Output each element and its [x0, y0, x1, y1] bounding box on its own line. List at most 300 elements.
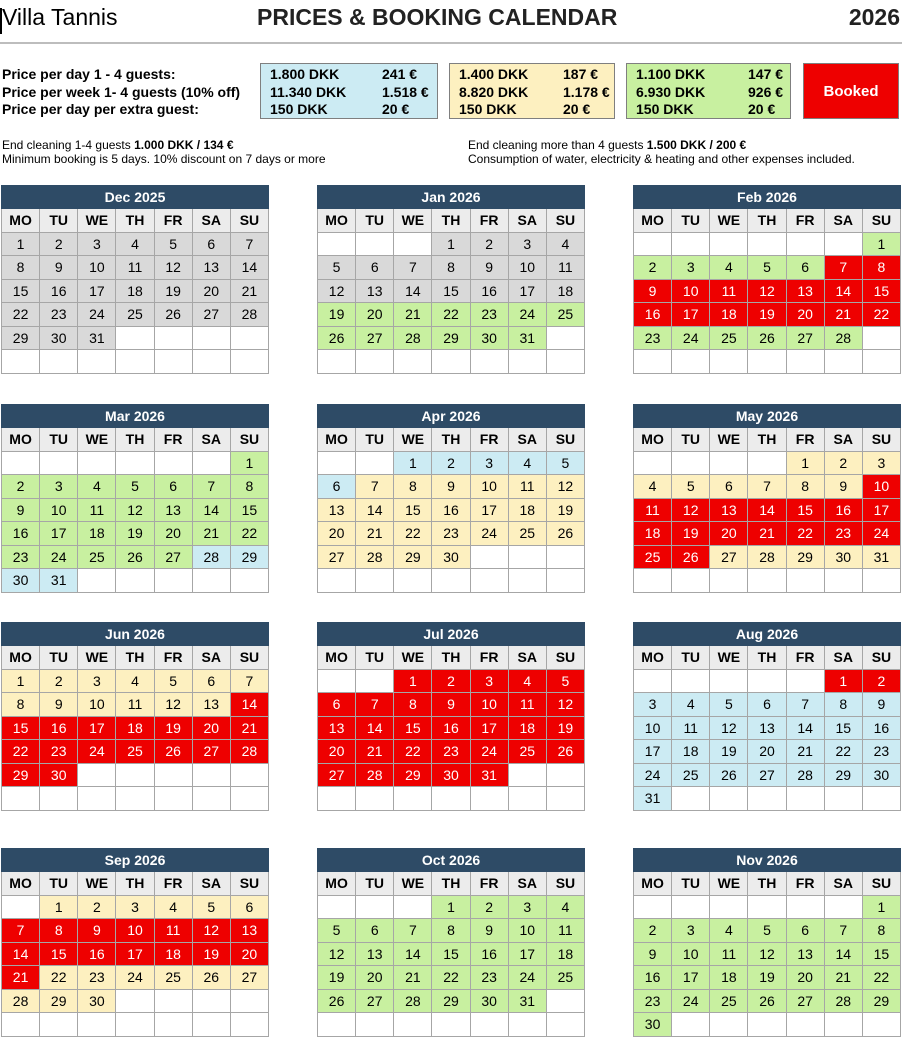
day-cell: 25: [672, 764, 710, 788]
empty-cell: [748, 452, 786, 476]
day-cell: 13: [748, 717, 786, 741]
empty-cell: [672, 569, 710, 593]
weekday-header: WE: [710, 646, 748, 670]
day-cell: 27: [318, 546, 356, 570]
empty-cell: [155, 990, 193, 1014]
day-cell: 3: [634, 693, 672, 717]
day-cell: 29: [787, 546, 825, 570]
day-cell: 14: [825, 943, 863, 967]
day-cell: 8: [863, 919, 901, 943]
day-cell: 14: [748, 499, 786, 523]
day-cell: 13: [356, 280, 394, 304]
day-cell: 26: [710, 764, 748, 788]
day-cell: 31: [471, 764, 509, 788]
day-cell: 22: [787, 522, 825, 546]
month-calendar: [1, 848, 269, 1037]
weekday-header: SU: [231, 646, 269, 670]
price-labels: [2, 66, 240, 119]
day-cell: 28: [825, 327, 863, 351]
day-cell: 29: [394, 764, 432, 788]
weekday-header: SA: [825, 646, 863, 670]
price-label-extra: Price per day per extra guest:: [2, 101, 199, 117]
day-cell: 19: [116, 522, 154, 546]
weekday-header: TU: [356, 872, 394, 896]
empty-cell: [471, 569, 509, 593]
day-cell: 18: [634, 522, 672, 546]
empty-cell: [231, 569, 269, 593]
empty-cell: [787, 569, 825, 593]
day-cell: 1: [394, 452, 432, 476]
empty-cell: [155, 327, 193, 351]
day-cell: 1: [432, 896, 470, 920]
month-calendar: [317, 404, 585, 593]
day-cell: 2: [634, 256, 672, 280]
day-cell: 11: [710, 280, 748, 304]
empty-cell: [155, 1013, 193, 1037]
day-cell: 21: [394, 303, 432, 327]
empty-cell: [356, 670, 394, 694]
empty-cell: [193, 1013, 231, 1037]
day-cell: 14: [193, 499, 231, 523]
day-cell: 10: [863, 475, 901, 499]
day-cell: 20: [193, 717, 231, 741]
day-cell: 17: [116, 943, 154, 967]
empty-cell: [193, 787, 231, 811]
day-cell: 31: [634, 787, 672, 811]
day-cell: 10: [471, 693, 509, 717]
day-cell: 6: [748, 693, 786, 717]
weekday-header: WE: [394, 428, 432, 452]
day-cell: 20: [318, 522, 356, 546]
day-cell: 6: [231, 896, 269, 920]
day-cell: 1: [863, 233, 901, 257]
day-cell: 26: [155, 740, 193, 764]
empty-cell: [318, 787, 356, 811]
month-grid: [633, 872, 901, 1037]
month-title: May 2026: [633, 404, 901, 428]
day-cell: 12: [116, 499, 154, 523]
day-cell: 22: [863, 303, 901, 327]
weekday-header: WE: [78, 209, 116, 233]
day-cell: 21: [2, 966, 40, 990]
day-cell: 23: [2, 546, 40, 570]
day-cell: 23: [40, 740, 78, 764]
weekday-header: WE: [394, 646, 432, 670]
empty-cell: [432, 569, 470, 593]
weekday-header: SA: [509, 646, 547, 670]
day-cell: 13: [318, 717, 356, 741]
day-cell: 4: [710, 256, 748, 280]
day-cell: 17: [78, 280, 116, 304]
day-cell: 28: [231, 740, 269, 764]
day-cell: 8: [231, 475, 269, 499]
day-cell: 29: [2, 764, 40, 788]
day-cell: 31: [863, 546, 901, 570]
weekday-header: MO: [634, 646, 672, 670]
weekday-header: FR: [471, 872, 509, 896]
day-cell: 4: [547, 896, 585, 920]
day-cell: 8: [432, 919, 470, 943]
weekday-header: MO: [2, 428, 40, 452]
day-cell: 14: [394, 280, 432, 304]
price-eur: 187 €: [563, 66, 599, 82]
day-cell: 8: [2, 693, 40, 717]
day-cell: 4: [155, 896, 193, 920]
weekday-header: TU: [672, 646, 710, 670]
month-title: Jun 2026: [1, 622, 269, 646]
price-tier-box: [260, 63, 438, 119]
day-cell: 12: [318, 943, 356, 967]
empty-cell: [78, 787, 116, 811]
empty-cell: [825, 233, 863, 257]
day-cell: 11: [634, 499, 672, 523]
day-cell: 1: [394, 670, 432, 694]
empty-cell: [748, 569, 786, 593]
day-cell: 4: [710, 919, 748, 943]
empty-cell: [787, 787, 825, 811]
day-cell: 25: [547, 966, 585, 990]
day-cell: 16: [863, 717, 901, 741]
day-cell: 23: [40, 303, 78, 327]
day-cell: 17: [672, 966, 710, 990]
day-cell: 6: [193, 233, 231, 257]
empty-cell: [40, 1013, 78, 1037]
weekday-header: SA: [509, 209, 547, 233]
day-cell: 29: [394, 546, 432, 570]
day-cell: 11: [710, 943, 748, 967]
day-cell: 12: [748, 280, 786, 304]
weekday-header: TU: [40, 872, 78, 896]
day-cell: 2: [471, 233, 509, 257]
empty-cell: [547, 990, 585, 1014]
empty-cell: [547, 327, 585, 351]
day-cell: 3: [509, 233, 547, 257]
empty-cell: [672, 233, 710, 257]
day-cell: 23: [634, 327, 672, 351]
weekday-header: SA: [193, 646, 231, 670]
empty-cell: [318, 569, 356, 593]
day-cell: 16: [78, 943, 116, 967]
day-cell: 7: [193, 475, 231, 499]
day-cell: 29: [432, 990, 470, 1014]
day-cell: 5: [547, 670, 585, 694]
day-cell: 8: [394, 693, 432, 717]
empty-cell: [787, 670, 825, 694]
empty-cell: [547, 569, 585, 593]
empty-cell: [155, 764, 193, 788]
day-cell: 28: [193, 546, 231, 570]
empty-cell: [748, 1013, 786, 1037]
empty-cell: [509, 764, 547, 788]
empty-cell: [825, 1013, 863, 1037]
empty-cell: [748, 233, 786, 257]
weekday-header: WE: [78, 428, 116, 452]
day-cell: 9: [432, 693, 470, 717]
weekday-header: FR: [787, 872, 825, 896]
empty-cell: [432, 350, 470, 374]
day-cell: 3: [471, 452, 509, 476]
day-cell: 23: [634, 990, 672, 1014]
weekday-header: TU: [40, 428, 78, 452]
weekday-header: SA: [509, 872, 547, 896]
weekday-header: FR: [471, 209, 509, 233]
day-cell: 16: [40, 280, 78, 304]
month-title: Nov 2026: [633, 848, 901, 872]
day-cell: 25: [509, 740, 547, 764]
day-cell: 9: [40, 256, 78, 280]
day-cell: 3: [40, 475, 78, 499]
price-dkk: 150 DKK: [636, 101, 694, 117]
day-cell: 26: [318, 327, 356, 351]
weekday-header: WE: [394, 209, 432, 233]
day-cell: 19: [547, 717, 585, 741]
day-cell: 24: [863, 522, 901, 546]
empty-cell: [787, 350, 825, 374]
day-cell: 29: [231, 546, 269, 570]
weekday-header: SA: [193, 209, 231, 233]
day-cell: 3: [471, 670, 509, 694]
empty-cell: [863, 569, 901, 593]
day-cell: 19: [748, 303, 786, 327]
day-cell: 17: [509, 280, 547, 304]
day-cell: 31: [40, 569, 78, 593]
day-cell: 4: [509, 452, 547, 476]
day-cell: 13: [710, 499, 748, 523]
day-cell: 21: [231, 280, 269, 304]
price-eur: 20 €: [563, 101, 591, 117]
month-grid: [633, 209, 901, 374]
day-cell: 4: [116, 233, 154, 257]
note-consumption: Consumption of water, electricity & heating and other expenses included.: [468, 152, 855, 166]
day-cell: 21: [193, 522, 231, 546]
day-cell: 4: [509, 670, 547, 694]
weekday-header: TH: [748, 209, 786, 233]
weekday-header: SU: [863, 209, 901, 233]
weekday-header: FR: [471, 646, 509, 670]
day-cell: 24: [509, 966, 547, 990]
day-cell: 19: [193, 943, 231, 967]
day-cell: 9: [78, 919, 116, 943]
month-grid: [317, 872, 585, 1037]
weekday-header: TU: [40, 646, 78, 670]
day-cell: 1: [40, 896, 78, 920]
day-cell: 5: [748, 256, 786, 280]
day-cell: 22: [432, 966, 470, 990]
day-cell: 23: [863, 740, 901, 764]
empty-cell: [863, 350, 901, 374]
price-dkk: 1.100 DKK: [636, 66, 706, 82]
day-cell: 24: [78, 303, 116, 327]
day-cell: 12: [155, 256, 193, 280]
day-cell: 15: [863, 280, 901, 304]
weekday-header: TH: [116, 872, 154, 896]
weekday-header: SU: [863, 646, 901, 670]
day-cell: 27: [787, 327, 825, 351]
day-cell: 10: [672, 943, 710, 967]
empty-cell: [710, 569, 748, 593]
day-cell: 12: [193, 919, 231, 943]
price-tier-box: [449, 63, 615, 119]
day-cell: 9: [634, 943, 672, 967]
day-cell: 25: [710, 327, 748, 351]
empty-cell: [471, 350, 509, 374]
day-cell: 20: [155, 522, 193, 546]
weekday-header: FR: [155, 428, 193, 452]
day-cell: 15: [394, 499, 432, 523]
day-cell: 18: [547, 280, 585, 304]
day-cell: 17: [634, 740, 672, 764]
day-cell: 26: [748, 990, 786, 1014]
day-cell: 2: [432, 670, 470, 694]
empty-cell: [155, 452, 193, 476]
day-cell: 21: [825, 966, 863, 990]
day-cell: 8: [432, 256, 470, 280]
empty-cell: [634, 670, 672, 694]
day-cell: 7: [2, 919, 40, 943]
day-cell: 11: [509, 693, 547, 717]
day-cell: 18: [155, 943, 193, 967]
empty-cell: [116, 452, 154, 476]
day-cell: 14: [231, 693, 269, 717]
day-cell: 19: [318, 966, 356, 990]
day-cell: 2: [40, 670, 78, 694]
empty-cell: [356, 233, 394, 257]
day-cell: 18: [509, 717, 547, 741]
day-cell: 27: [193, 740, 231, 764]
price-label-week: Price per week 1- 4 guests (10% off): [2, 83, 241, 100]
empty-cell: [116, 787, 154, 811]
day-cell: 15: [231, 499, 269, 523]
empty-cell: [155, 569, 193, 593]
price-dkk: 150 DKK: [459, 101, 517, 117]
day-cell: 24: [471, 522, 509, 546]
empty-cell: [2, 787, 40, 811]
day-cell: 6: [787, 919, 825, 943]
weekday-header: FR: [155, 646, 193, 670]
day-cell: 21: [787, 740, 825, 764]
day-cell: 19: [547, 499, 585, 523]
empty-cell: [155, 350, 193, 374]
day-cell: 26: [116, 546, 154, 570]
price-dkk: 8.820 DKK: [459, 83, 529, 100]
weekday-header: SU: [231, 872, 269, 896]
empty-cell: [863, 1013, 901, 1037]
day-cell: 2: [634, 919, 672, 943]
day-cell: 25: [634, 546, 672, 570]
empty-cell: [471, 787, 509, 811]
empty-cell: [356, 896, 394, 920]
month-calendar: [1, 185, 269, 374]
day-cell: 13: [193, 693, 231, 717]
day-cell: 12: [547, 475, 585, 499]
day-cell: 9: [634, 280, 672, 304]
day-cell: 17: [863, 499, 901, 523]
day-cell: 5: [318, 256, 356, 280]
empty-cell: [748, 670, 786, 694]
empty-cell: [672, 787, 710, 811]
day-cell: 21: [356, 740, 394, 764]
empty-cell: [231, 1013, 269, 1037]
day-cell: 15: [40, 943, 78, 967]
day-cell: 11: [78, 499, 116, 523]
empty-cell: [471, 1013, 509, 1037]
weekday-header: WE: [710, 428, 748, 452]
day-cell: 29: [432, 327, 470, 351]
day-cell: 9: [825, 475, 863, 499]
day-cell: 23: [432, 740, 470, 764]
weekday-header: TU: [672, 209, 710, 233]
note-minimum-booking: Minimum booking is 5 days. 10% discount on 7 days or more: [2, 152, 326, 166]
day-cell: 27: [193, 303, 231, 327]
day-cell: 27: [231, 966, 269, 990]
month-title: Dec 2025: [1, 185, 269, 209]
empty-cell: [509, 569, 547, 593]
note-cleaning-large-price: 1.500 DKK / 200 €: [646, 138, 747, 152]
day-cell: 27: [155, 546, 193, 570]
month-grid: [633, 428, 901, 593]
weekday-header: SU: [547, 209, 585, 233]
day-cell: 8: [863, 256, 901, 280]
weekday-header: TH: [432, 646, 470, 670]
day-cell: 4: [78, 475, 116, 499]
note-cleaning-small-price: 1.000 DKK / 134 €: [134, 138, 234, 152]
empty-cell: [394, 787, 432, 811]
day-cell: 18: [547, 943, 585, 967]
empty-cell: [394, 569, 432, 593]
day-cell: 23: [825, 522, 863, 546]
empty-cell: [672, 896, 710, 920]
weekday-header: TU: [40, 209, 78, 233]
price-eur: 241 €: [382, 66, 418, 82]
day-cell: 16: [634, 303, 672, 327]
day-cell: 15: [432, 280, 470, 304]
price-eur: 926 €: [748, 83, 784, 100]
weekday-header: SU: [231, 209, 269, 233]
day-cell: 28: [825, 990, 863, 1014]
empty-cell: [2, 1013, 40, 1037]
price-dkk: 1.400 DKK: [459, 66, 529, 82]
notes-right: [468, 138, 855, 166]
day-cell: 10: [78, 256, 116, 280]
empty-cell: [78, 569, 116, 593]
day-cell: 8: [825, 693, 863, 717]
day-cell: 5: [155, 233, 193, 257]
month-calendar: [317, 848, 585, 1037]
day-cell: 12: [748, 943, 786, 967]
day-cell: 28: [394, 990, 432, 1014]
day-cell: 13: [193, 256, 231, 280]
price-dkk: 11.340 DKK: [270, 83, 347, 100]
day-cell: 11: [672, 717, 710, 741]
day-cell: 12: [547, 693, 585, 717]
weekday-header: TH: [748, 646, 786, 670]
day-cell: 26: [155, 303, 193, 327]
month-grid: [317, 428, 585, 593]
day-cell: 30: [78, 990, 116, 1014]
day-cell: 1: [2, 670, 40, 694]
month-title: Feb 2026: [633, 185, 901, 209]
price-eur: 1.178 €: [563, 83, 610, 100]
day-cell: 11: [547, 919, 585, 943]
month-title: Mar 2026: [1, 404, 269, 428]
month-title: Jan 2026: [317, 185, 585, 209]
empty-cell: [432, 787, 470, 811]
weekday-header: MO: [318, 872, 356, 896]
day-cell: 14: [394, 943, 432, 967]
empty-cell: [356, 787, 394, 811]
weekday-header: TU: [672, 428, 710, 452]
day-cell: 6: [787, 256, 825, 280]
